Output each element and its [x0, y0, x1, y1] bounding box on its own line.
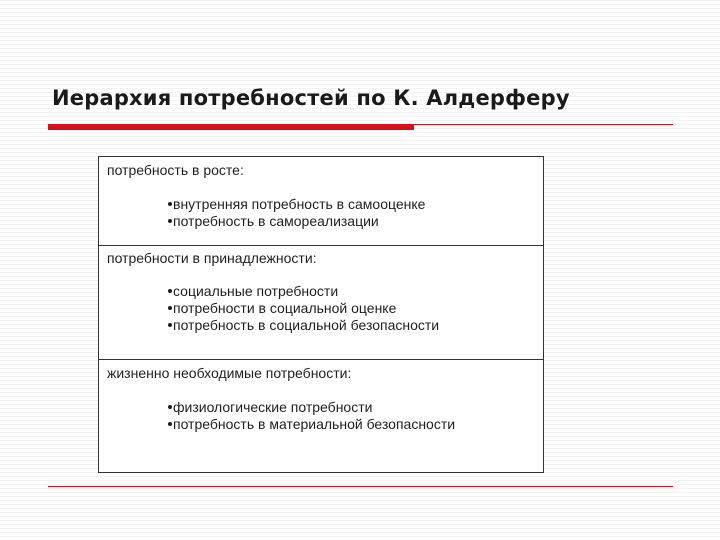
list-item-text: потребность в самореализации	[173, 213, 379, 229]
section-heading: потребности в принадлежности:	[107, 250, 317, 266]
footer-rule	[48, 486, 673, 487]
list-item-text: социальные потребности	[173, 283, 339, 299]
section-heading: потребность в росте:	[107, 162, 244, 178]
bullet-icon	[168, 219, 172, 223]
bullet-icon	[168, 202, 172, 206]
list-item	[168, 317, 439, 334]
list-item	[168, 416, 455, 433]
title-underline-line	[414, 124, 673, 125]
bullet-icon	[168, 405, 172, 409]
section-growth	[99, 157, 543, 246]
bullet-icon	[168, 323, 172, 327]
list-item	[168, 283, 439, 300]
bullet-list	[168, 196, 425, 230]
section-relatedness	[99, 245, 543, 360]
bullet-list	[168, 283, 439, 334]
list-item	[168, 300, 439, 317]
needs-table	[98, 156, 544, 473]
title-underline-accent	[48, 124, 414, 130]
list-item-text: потребность в материальной безопасности	[173, 416, 456, 432]
bullet-icon	[168, 306, 172, 310]
bullet-icon	[168, 422, 172, 426]
list-item	[168, 196, 425, 213]
section-heading: жизненно необходимые потребности:	[107, 365, 352, 381]
section-existence	[99, 360, 543, 472]
list-item-text: потребности в социальной оценке	[173, 300, 397, 316]
list-item-text: внутренняя потребность в самооценке	[173, 196, 426, 212]
bullet-icon	[168, 289, 172, 293]
title-underline	[48, 124, 673, 130]
slide-title: Иерархия потребностей по К. Алдерферу	[52, 86, 570, 110]
bullet-list	[168, 399, 455, 433]
list-item	[168, 399, 455, 416]
list-item-text: потребность в социальной безопасности	[173, 317, 440, 333]
list-item-text: физиологические потребности	[173, 399, 373, 415]
list-item	[168, 213, 425, 230]
